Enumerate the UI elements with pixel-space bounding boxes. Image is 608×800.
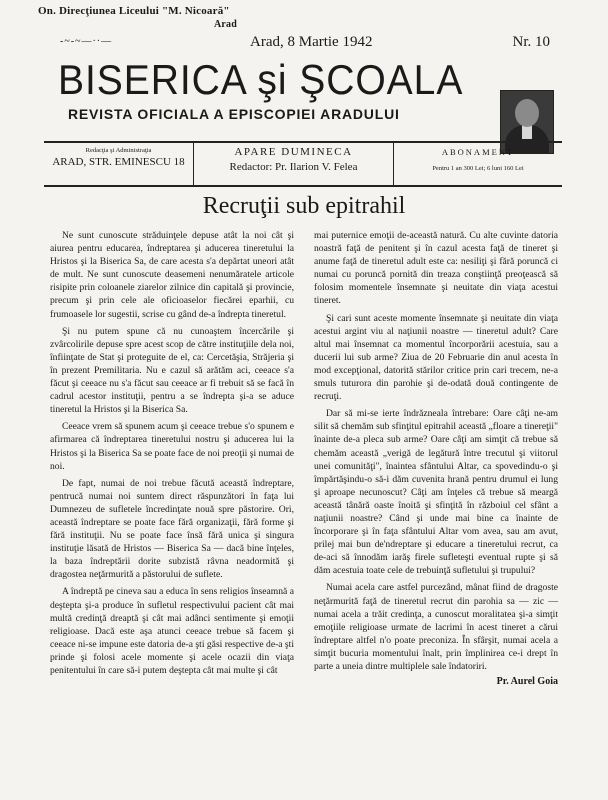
dateline xyxy=(60,34,550,52)
article-paragraph: Şi cari sunt aceste momente însemnate şi neuitate din viaţa acestui argint viu al naţiunii noastre — tineretul adult? Care altul mai însemnat ca momentul încorporării acestuia, sau a ducerii lui sub arme? Ziua de 20 Februarie din anul acesta în mod excepţional, datorită stărilor critice prin cari trecem, ne-a smuls tuturora din parohie şi de-odată două contingente de recruţi. xyxy=(314,312,558,403)
subscription-info xyxy=(394,143,562,185)
editorial-office-address: ARAD, STR. EMINESCU 18 xyxy=(52,156,185,168)
article-paragraph: Ne sunt cunoscute străduinţele depuse atât la noi cât şi aiurea pentru educarea, îndreptarea şi aducerea tineretului la Hristos şi la Biserica Sa, de care acesta s'a depărtat uneori atât de mult. Ne sunt cunoscute deasemeni nenumăratele articole risipite prin coloanele ziarelor zilnice din capitală şi provincie, precum şi prin cele ale oficioaselor fiecărei eparhii, cu frumoasele lor sugestii, scrise cu gând de-a îndrepta tineretul. xyxy=(50,230,294,320)
article-signature: Pr. Aurel Goia xyxy=(496,676,558,688)
article-paragraph: A îndreptă pe cineva sau a educa în sens religios înseamnă a deştepta şi-a produce în sufletul respectivului pacient cât mai multă credinţă dreaptă şi cât mai adânci sentimente şi emoţii religioase. Dacă este aşa atunci ceeace trebue să facem şi ceeace ni-se impune este datoria de-a şti găsi respective de-a şti prinde şi folosi acele momente şi acele ocazii din viaţa penitentului în care să-i putem deştepta cât mai multe şi cât xyxy=(50,586,294,676)
editorial-office-label: Redacţia şi Administraţia xyxy=(85,147,152,154)
article-paragraph: De fapt, numai de noi trebue făcută această îndreptare, pentrucă numai noi suntem direct răspunzători în faţa lui Dumnezeu de sufletele încredinţate nouă spre păstorire. Ori, această îndreptare se poate face fără organizaţii, fără forme şi fără instituţii. Nu se poate face însă fără unica şi singura instituţie lăsată de Hristos — Biserica Sa — dacă bine înţeles, la baza îndreptării dorite subzistă râvna neadormită şi dragostea neţărmurită a păstorului de suflete. xyxy=(50,477,294,581)
article-column-right xyxy=(314,229,558,688)
article-paragraph: Numai acela care astfel purcezând, mânat fiind de dragoste neţărmurită faţă de tineretul recrut din parohia sa — zic — numai acela a trăit credinţa, a cunoscut moralitatea şi-a simţit emoţiile religioase urmate de lacrimi în acest tineret a cărui îndreptare altfel n'o poate preconiza. În sfârşit, numai acela a simţit bucuria momentului înalt, prin împlinirea ce-i drept în parte a uneia dintre multiplele sale îndatoriri. xyxy=(314,582,558,672)
dateline-ornament: -~-~—··— xyxy=(60,36,113,47)
subscription-prices: Pentru 1 an 300 Lei; 6 luni 160 Lei xyxy=(432,165,524,172)
appears-sunday: APARE DUMINECA xyxy=(234,146,353,158)
masthead-title: BISERICA şi ŞCOALA xyxy=(58,56,464,103)
editorial-office xyxy=(44,143,194,185)
article-paragraph: Ceeace vrem să spunem acum şi ceeace trebue s'o spunem e afirmarea că îndreptarea tineretului nostru şi aducerea lui la Hristos şi la Biserica Sa se poate face de noi preoţii şi numai de noi. xyxy=(50,421,294,472)
info-box xyxy=(44,141,562,187)
article-paragraph: mai puternice emoţii de-această natură. Cu alte cuvinte datoria noastră faţă de penitent şi în cazul acesta faţă de tineret şi anume faţă de tineretul adult este ca: nesiliţi şi fără poruncă ci numai cu poruncă pornită din treaza conştiinţă preoţească să folosim momentele însemnate şi neuitate din viaţa acestui tineret. xyxy=(314,230,558,307)
issue-date: Arad, 8 Martie 1942 xyxy=(250,34,373,50)
stamp-line-2: Arad xyxy=(214,19,238,30)
editor-name: Redactor: Pr. Ilarion V. Felea xyxy=(229,161,358,173)
subscription-label: ABONAMENT xyxy=(441,147,515,157)
masthead-subtitle: REVISTA OFICIALA A EPISCOPIEI ARADULUI xyxy=(68,106,400,122)
issue-number: Nr. 10 xyxy=(512,34,550,50)
article-paragraph: Dar să mi-se ierte îndrăzneala întrebare: Oare câţi ne-am silit să chemăm sub sfinţitul epitrahil această „floare a tinereţii" înainte de-a pleca sub arme? Oare câţi am simţit că trebue să chemăm această „verigă de legătură între trecutul şi viitorul unei comunităţi", înaintea sfântului Altar, ca spovedindu-o şi împărtăşindu-o să-i dăm cuvenita hrană pentru drumul ei lung şi aproape necunoscut? Câţi am înţeles că trebue să meargă această tânără oaste înoită şi sfinţită în războiul cel sfânt a naţiunii noastre? Când şi unde mai bine ca înainte de încorporare şi în faţa sfântului Altar vom avea, sau am avut, prilej mai bun de'ndreptare şi educare a tineretului recrut, ca de-aci să înnodăm iarăş firele sufleteşti eventual rupte şi să dăm acestuia toate cele de trebuinţă sufletului şi trupului? xyxy=(314,408,558,577)
publication-info xyxy=(194,143,394,185)
stamp-line-1: On. Direcţiunea Liceului "M. Nicoară" xyxy=(38,5,230,17)
library-stamp xyxy=(38,5,237,31)
article-paragraph: Şi nu putem spune că nu cunoaştem încercările şi zvârcolirile depuse spre acest scop de către instituţiile dela noi, înfiinţate de Stat şi proteguite de el, ca: Cercetăşia, Străjeria şi în prezent Premilitaria. Nu e cazul să arătăm aci, ceeace s'a făcut şi ceeace nu s'a făcut sau ceeace ar fi trebuit să se facă în cadrul acestor instituţii, pentru a se îndrepta şi-a se aduce tineretul la Hristos şi la Biserica Sa. xyxy=(50,325,294,416)
article-title: Recruţii sub epitrahil xyxy=(202,193,406,219)
article-column-left xyxy=(50,229,294,677)
